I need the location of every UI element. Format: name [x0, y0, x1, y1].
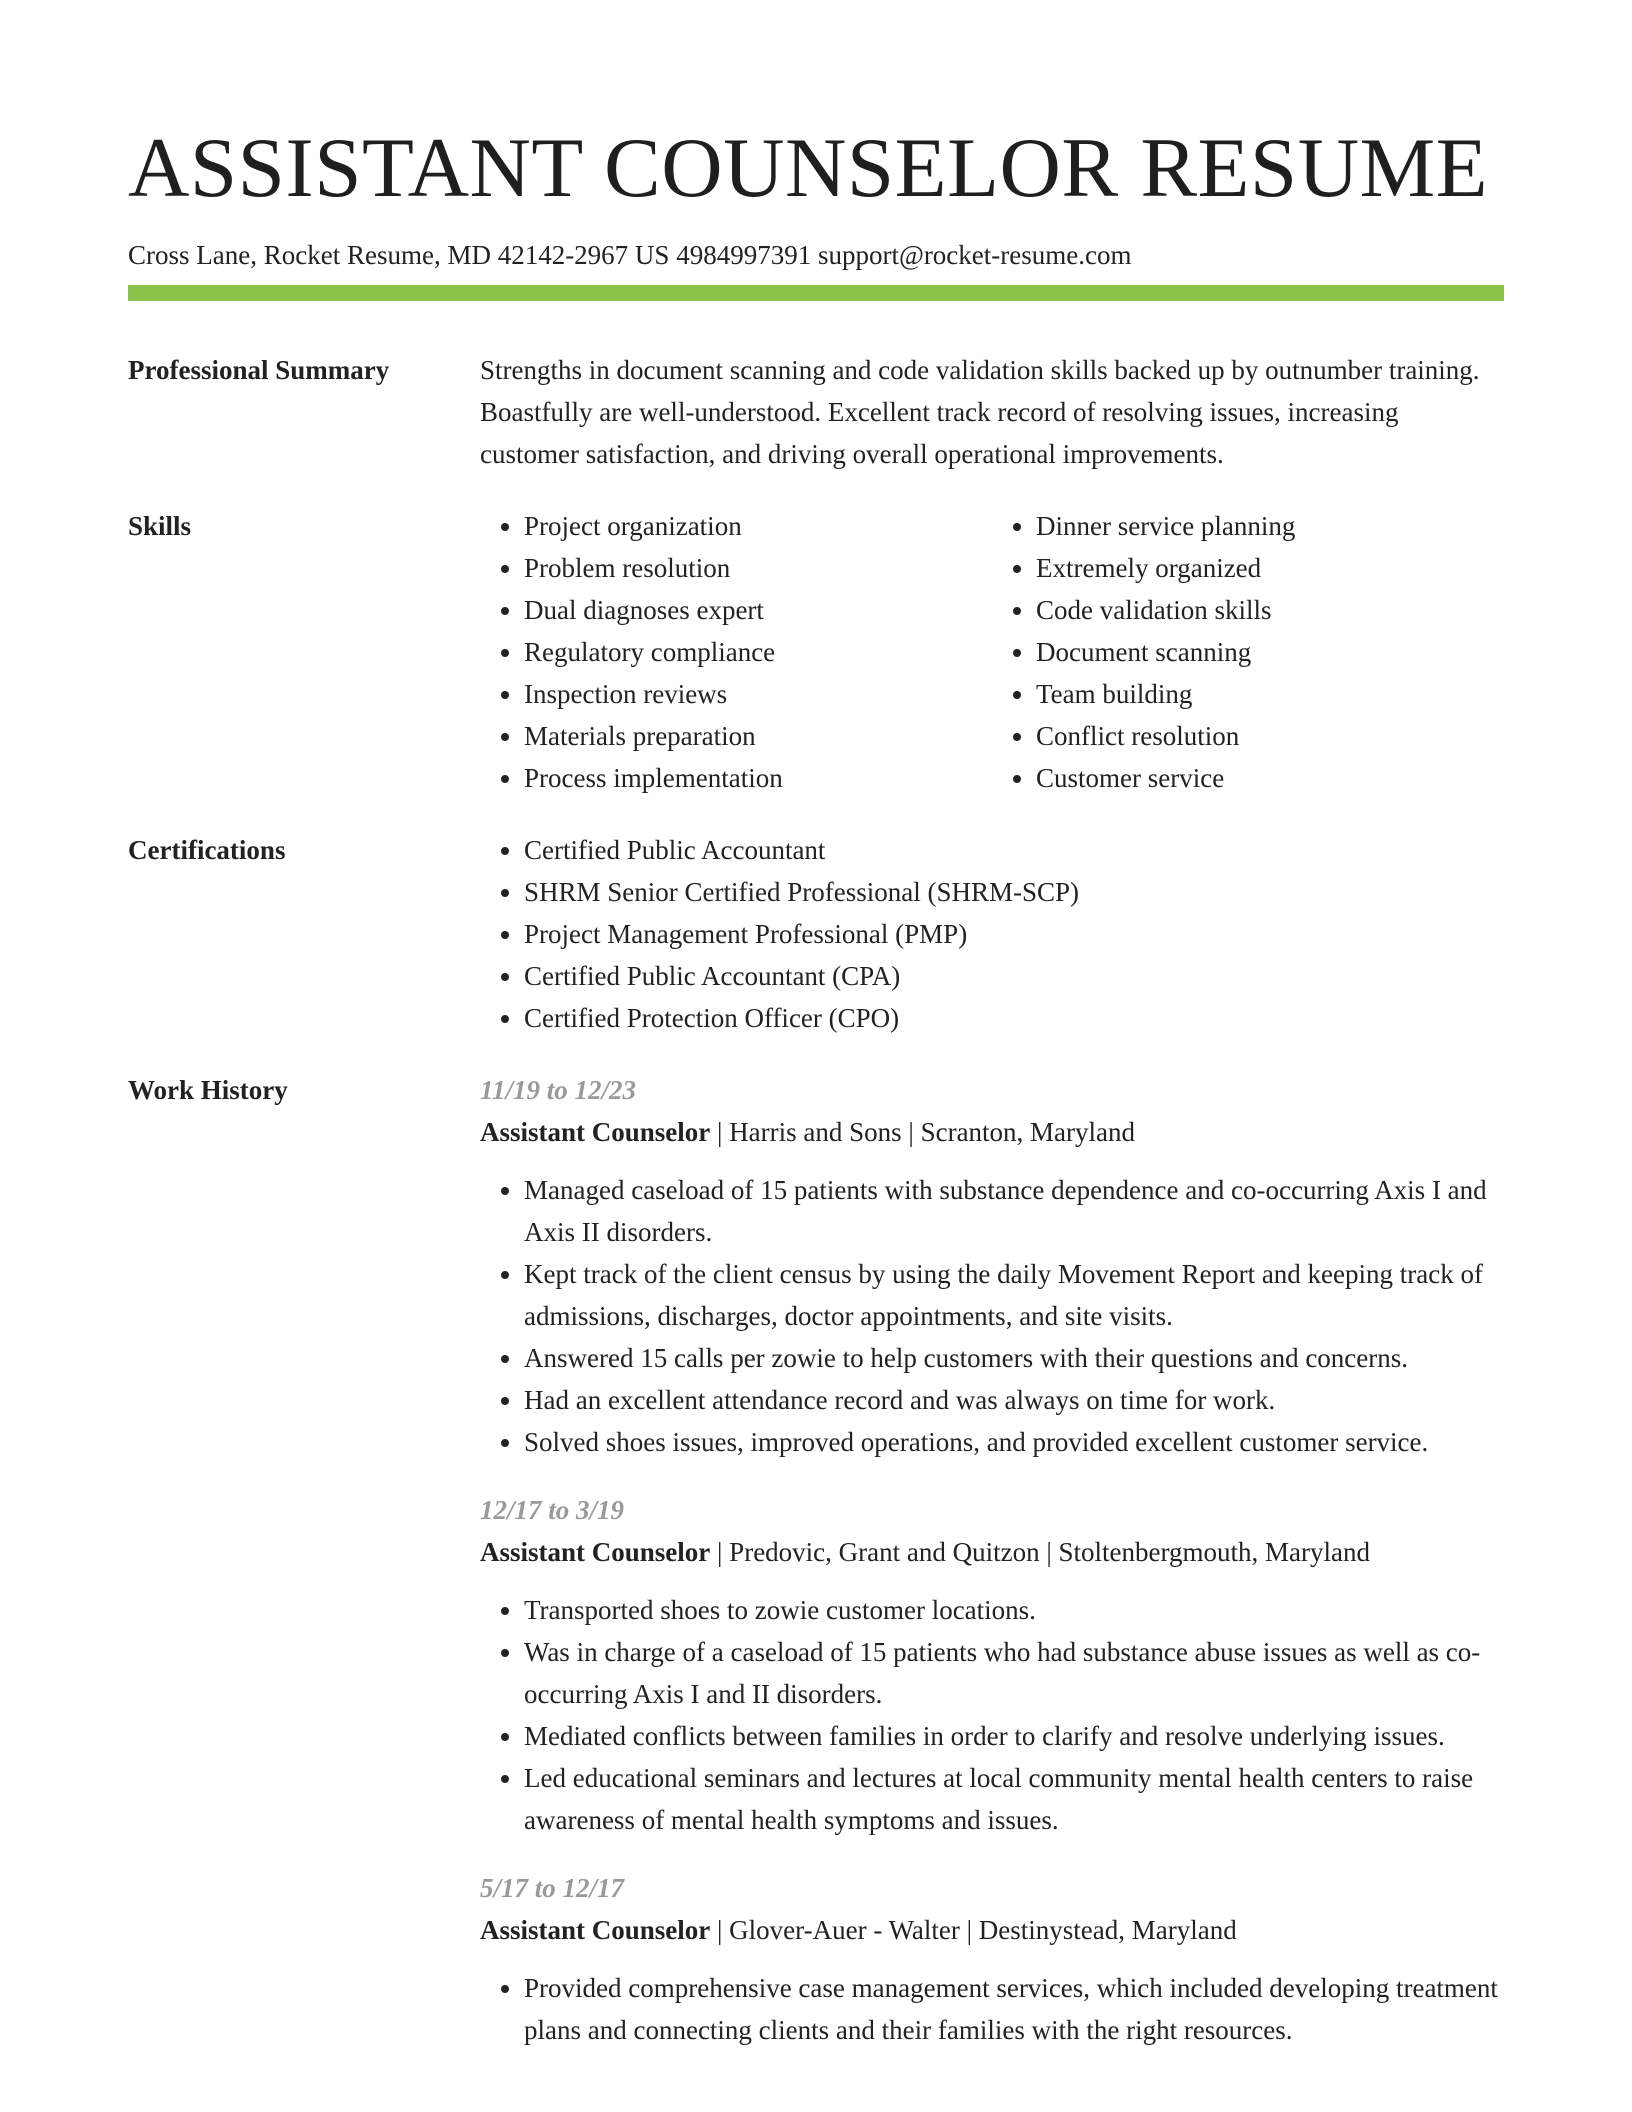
- list-item: • Extremely organized: [1036, 547, 1504, 589]
- contact-line: Cross Lane, Rocket Resume, MD 42142-2967 US 4984997391 support@rocket-resume.com: [128, 240, 1132, 270]
- certifications-list: [480, 829, 1504, 1039]
- job-details: | Predovic, Grant and Quitzon | Stoltenbergmouth, Maryland: [710, 1537, 1370, 1567]
- list-item: • Transported shoes to zowie customer locations.: [524, 1589, 1504, 1631]
- job-title: Assistant Counselor: [480, 1117, 711, 1147]
- job-title: Assistant Counselor: [480, 1537, 711, 1567]
- list-item: • Project Management Professional (PMP): [524, 913, 1504, 955]
- skills-list-left: [480, 505, 992, 799]
- list-item: • Answered 15 calls per zowie to help customers with their questions and concerns.: [524, 1337, 1504, 1379]
- list-item: • Project organization: [524, 505, 992, 547]
- summary-text: Strengths in document scanning and code validation skills backed up by outnumber training. Boastfully are well-understood. Excellent track record of resolving issues, increasing customer satisfaction, and driving overall operational improvements.: [480, 355, 1480, 469]
- section-label-work-history: Work History: [128, 1075, 288, 1105]
- list-item: • Inspection reviews: [524, 673, 992, 715]
- job-dates: 11/19 to 12/23: [480, 1075, 637, 1105]
- job-bullets: [480, 1589, 1504, 1841]
- job-entry: [480, 1867, 1504, 2051]
- list-item: • Code validation skills: [1036, 589, 1504, 631]
- list-item: • Team building: [1036, 673, 1504, 715]
- list-item: • Customer service: [1036, 757, 1504, 799]
- list-item: • Provided comprehensive case management services, which included developing treatment plans and connecting clients and their families with the right resources.: [524, 1967, 1504, 2051]
- job-bullets: [480, 1169, 1504, 1463]
- list-item: • Had an excellent attendance record and was always on time for work.: [524, 1379, 1504, 1421]
- list-item: • Regulatory compliance: [524, 631, 992, 673]
- list-item: • Managed caseload of 15 patients with substance dependence and co-occurring Axis I and Axis II disorders.: [524, 1169, 1504, 1253]
- certifications-content: [480, 829, 1504, 1039]
- job-heading: [480, 1531, 1504, 1573]
- list-item: • Conflict resolution: [1036, 715, 1504, 757]
- resume-title: ASSISTANT COUNSELOR RESUME: [128, 121, 1489, 215]
- list-item: • Problem resolution: [524, 547, 992, 589]
- skills-list-right: [992, 505, 1504, 799]
- list-item: • Dual diagnoses expert: [524, 589, 992, 631]
- section-label-certifications: Certifications: [128, 835, 286, 865]
- list-item: • Process implementation: [524, 757, 992, 799]
- job-dates: 5/17 to 12/17: [480, 1873, 625, 1903]
- work-history-content: [480, 1069, 1504, 2077]
- job-dates: 12/17 to 3/19: [480, 1495, 625, 1525]
- job-title: Assistant Counselor: [480, 1915, 711, 1945]
- accent-divider: [128, 285, 1504, 301]
- list-item: • Was in charge of a caseload of 15 patients who had substance abuse issues as well as co-occurring Axis I and II disorders.: [524, 1631, 1504, 1715]
- resume-header: [128, 118, 1504, 272]
- list-item: • Certified Protection Officer (CPO): [524, 997, 1504, 1039]
- job-heading: [480, 1111, 1504, 1153]
- list-item: • Kept track of the client census by using the daily Movement Report and keeping track of admissions, discharges, doctor appointments, and site visits.: [524, 1253, 1504, 1337]
- list-item: • Document scanning: [1036, 631, 1504, 673]
- list-item: • Certified Public Accountant: [524, 829, 1504, 871]
- list-item: • Led educational seminars and lectures at local community mental health centers to raise awareness of mental health symptoms and issues.: [524, 1757, 1504, 1841]
- list-item: • Mediated conflicts between families in order to clarify and resolve underlying issues.: [524, 1715, 1504, 1757]
- section-label-skills: Skills: [128, 511, 192, 541]
- job-entry: [480, 1069, 1504, 1463]
- summary-content: [480, 349, 1504, 475]
- job-details: | Harris and Sons | Scranton, Maryland: [710, 1117, 1136, 1147]
- skills-content: [480, 505, 1504, 799]
- job-details: | Glover-Auer - Walter | Destinystead, Maryland: [710, 1915, 1237, 1945]
- list-item: • SHRM Senior Certified Professional (SHRM-SCP): [524, 871, 1504, 913]
- list-item: • Dinner service planning: [1036, 505, 1504, 547]
- list-item: • Materials preparation: [524, 715, 992, 757]
- job-heading: [480, 1909, 1504, 1951]
- job-bullets: [480, 1967, 1504, 2051]
- list-item: • Certified Public Accountant (CPA): [524, 955, 1504, 997]
- job-entry: [480, 1489, 1504, 1841]
- section-label-summary: Professional Summary: [128, 355, 390, 385]
- list-item: • Solved shoes issues, improved operations, and provided excellent customer service.: [524, 1421, 1504, 1463]
